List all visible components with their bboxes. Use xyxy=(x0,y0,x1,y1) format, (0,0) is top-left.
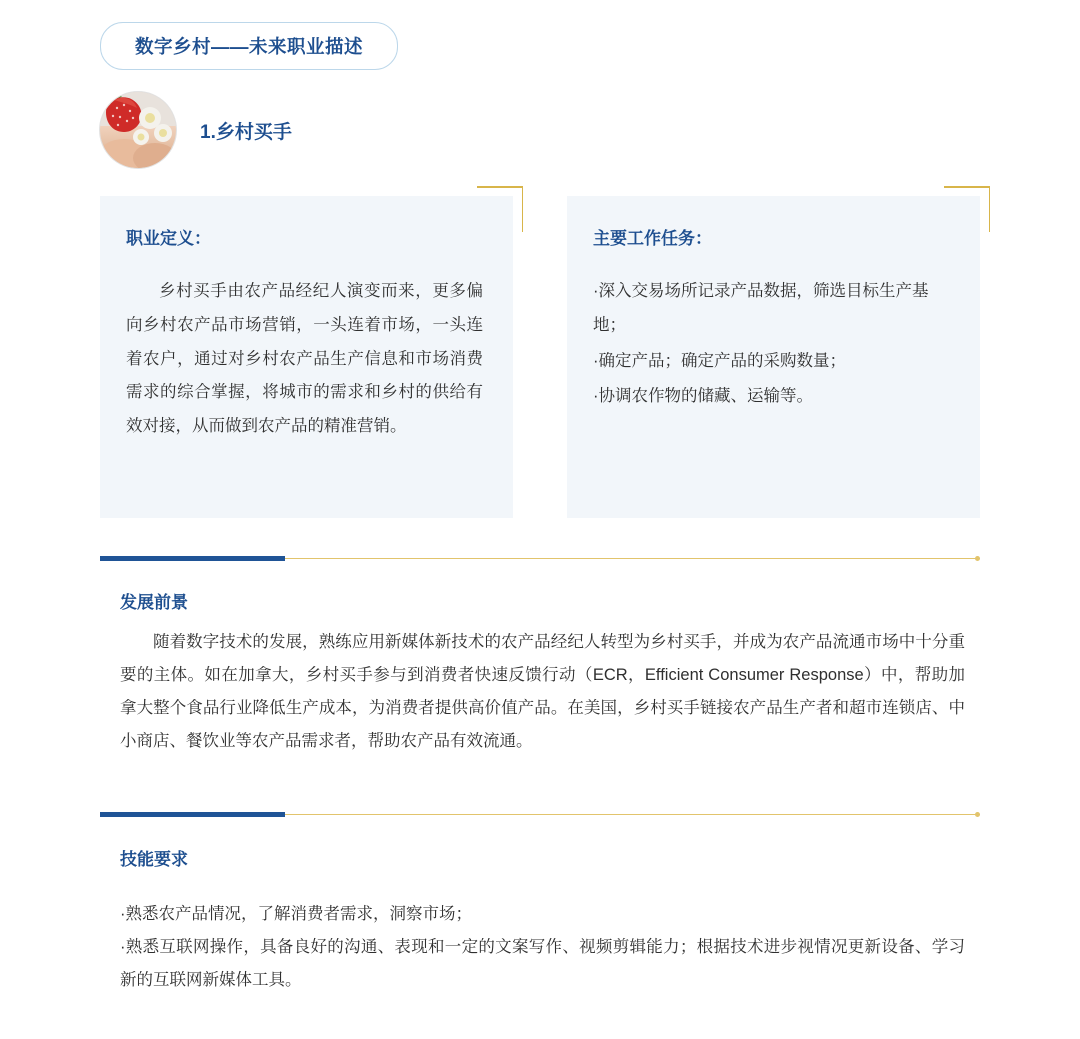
skill-line: ·熟悉农产品情况，了解消费者需求，洞察市场； xyxy=(120,905,472,923)
job-title-row xyxy=(100,92,292,168)
section-separator xyxy=(100,812,980,817)
card-text-tasks xyxy=(593,275,950,414)
section-title-prospect: 发展前景 xyxy=(120,593,188,612)
info-cards xyxy=(100,196,980,518)
job-title: 1.乡村买手 xyxy=(200,121,292,143)
task-line: ·确定产品；确定产品的采购数量； xyxy=(593,351,846,370)
corner-bracket-icon xyxy=(477,186,523,232)
separator-bar xyxy=(100,812,285,817)
card-heading-definition: 职业定义： xyxy=(126,229,211,248)
header-title: 数字乡村——未来职业描述 xyxy=(134,36,363,57)
card-job-definition xyxy=(100,196,513,518)
card-main-tasks xyxy=(567,196,980,518)
separator-dot-icon xyxy=(975,556,980,561)
section-title-skills: 技能要求 xyxy=(120,850,188,869)
section-text-skills xyxy=(120,898,965,997)
task-line: ·协调农作物的储藏、运输等。 xyxy=(593,387,813,406)
skill-line: ·熟悉互联网操作，具备良好的沟通、表现和一定的文案写作、视频剪辑能力；根据技术进步视情况更新设备、学习新的互联网新媒体工具。 xyxy=(120,938,965,989)
separator-dot-icon xyxy=(975,812,980,817)
header-pill xyxy=(100,22,398,70)
strawberry-photo-icon xyxy=(100,92,176,168)
separator-bar xyxy=(100,556,285,561)
section-separator xyxy=(100,556,980,561)
card-text-definition: 乡村买手由农产品经纪人演变而来，更多偏向乡村农产品市场营销，一头连着市场，一头连着农户，通过对乡村农产品生产信息和市场消费需求的综合掌握，将城市的需求和乡村的供给有效对接，从而做到农产品的精准营销。 xyxy=(126,282,483,436)
task-line: ·深入交易场所记录产品数据，筛选目标生产基地； xyxy=(593,282,929,334)
section-text-prospect: 随着数字技术的发展，熟练应用新媒体新技术的农产品经纪人转型为乡村买手，并成为农产品流通市场中十分重要的主体。如在加拿大，乡村买手参与到消费者快速反馈行动（ECR，Efficient Consumer Response）中，帮助加拿大整个食品行业降低生产成本，为消费者提供高价值产品。在美国，乡村买手链接农产品生产者和超市连锁店、中小商店、餐饮业等农产品需求者，帮助农产品有效流通。 xyxy=(120,633,965,750)
corner-bracket-icon xyxy=(944,186,990,232)
separator-rule xyxy=(285,558,980,559)
separator-rule xyxy=(285,814,980,815)
card-heading-tasks: 主要工作任务： xyxy=(593,229,712,248)
